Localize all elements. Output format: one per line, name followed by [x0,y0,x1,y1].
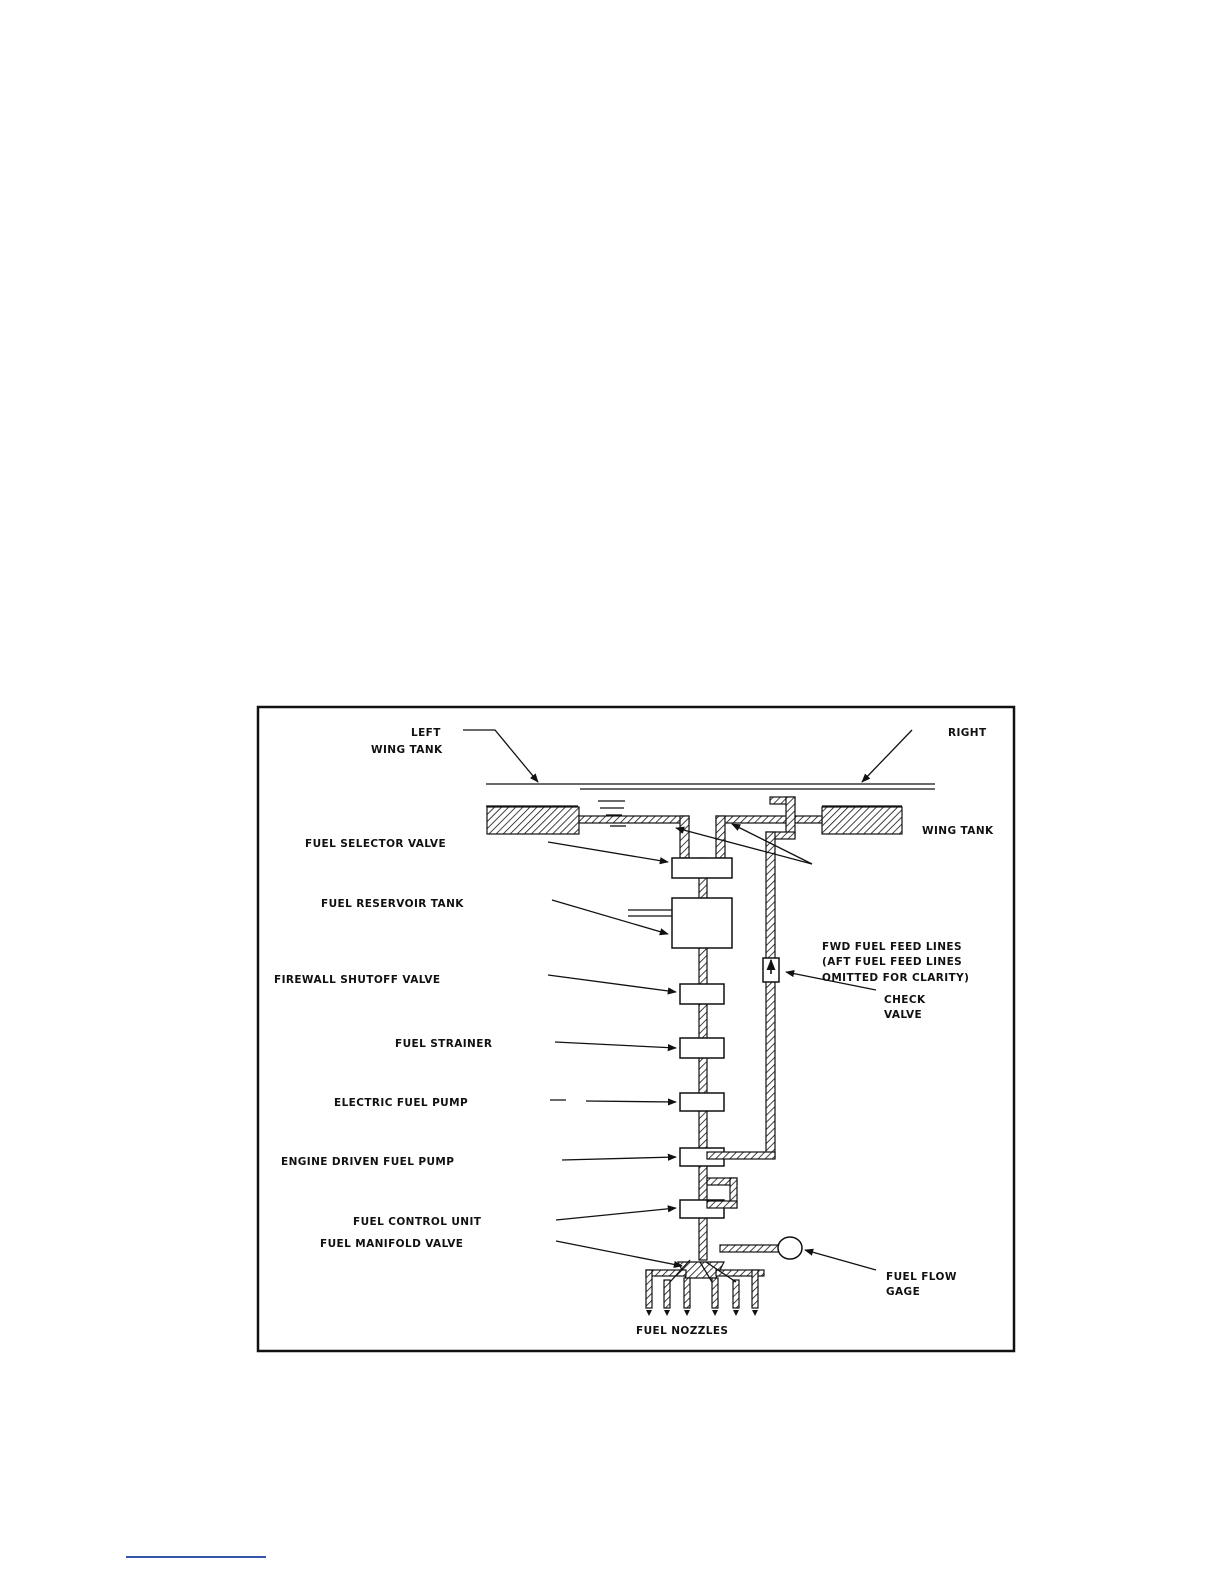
fuel-strainer [680,1038,724,1058]
left-wing-tank [487,807,579,834]
electric-fuel-pump [680,1093,724,1111]
return-line [707,1152,775,1159]
fuel-flow-gage [778,1237,802,1259]
label-firewall-shutoff-valve: FIREWALL SHUTOFF VALVE [274,974,441,986]
label-check-valve-line2: VALVE [884,1009,923,1021]
label-fuel-reservoir-tank: FUEL RESERVOIR TANK [321,898,464,910]
label-fuel-flow-gage-line2: GAGE [886,1286,921,1298]
label-right-tank-line2: WING TANK [922,825,994,837]
label-left-tank-line1: LEFT [411,727,441,739]
label-feed-lines-line1: FWD FUEL FEED LINES [822,941,962,953]
label-right-tank-line1: RIGHT [948,727,987,739]
pump-bypass-loop [707,1178,737,1208]
label-fuel-flow-gage-line1: FUEL FLOW [886,1271,957,1283]
label-left-tank-line2: WING TANK [371,744,443,756]
label-feed-lines-line3: OMITTED FOR CLARITY) [822,972,970,984]
fuel-reservoir-tank [672,898,732,948]
left-tank-feed-line [579,816,689,858]
fuel-selector-valve [672,858,732,878]
label-fuel-manifold-valve: FUEL MANIFOLD VALVE [320,1238,464,1250]
tank-top-line [486,784,935,806]
label-fuel-control-unit: FUEL CONTROL UNIT [353,1216,482,1228]
label-engine-driven-fuel-pump: ENGINE DRIVEN FUEL PUMP [281,1156,455,1168]
label-feed-lines-line2: (AFT FUEL FEED LINES [822,956,963,968]
label-electric-fuel-pump: ELECTRIC FUEL PUMP [334,1097,469,1109]
label-check-valve-line1: CHECK [884,994,926,1006]
label-fuel-selector-valve: FUEL SELECTOR VALVE [305,838,447,850]
firewall-shutoff-valve [680,984,724,1004]
fuel-nozzles [646,1310,758,1316]
footnote-separator [126,1556,266,1558]
figure-frame [258,707,1014,1351]
label-fuel-strainer: FUEL STRAINER [395,1038,493,1050]
label-fuel-nozzles: FUEL NOZZLES [636,1325,729,1337]
right-wing-tank [822,807,902,834]
